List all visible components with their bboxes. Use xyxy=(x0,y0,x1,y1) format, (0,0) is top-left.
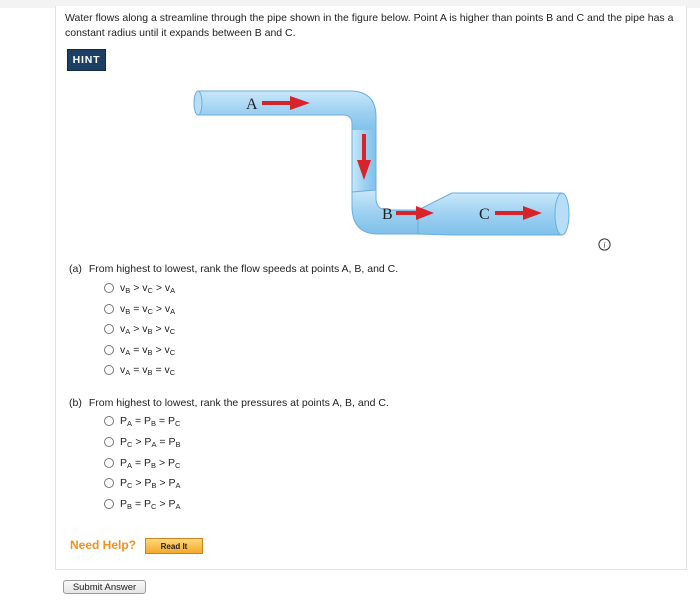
point-b-label: B xyxy=(382,206,393,223)
part-b-prompt xyxy=(69,397,389,409)
part-a-tag: (a) xyxy=(69,263,82,275)
point-a-label: A xyxy=(246,96,258,113)
part-a-text: From highest to lowest, rank the flow speeds at points A, B, and C. xyxy=(88,263,399,275)
pipe-section-c xyxy=(418,193,562,235)
radio-button[interactable] xyxy=(104,365,114,375)
part-a-option-4[interactable] xyxy=(104,342,175,358)
point-c-label: C xyxy=(479,206,490,223)
part-a-prompt xyxy=(69,263,398,275)
radio-button[interactable] xyxy=(104,304,114,314)
part-b-tag: (b) xyxy=(69,397,82,409)
hint-button[interactable]: HINT xyxy=(67,49,106,71)
part-b-option-1[interactable] xyxy=(104,413,180,429)
part-a-option-3[interactable] xyxy=(104,321,175,337)
radio-button[interactable] xyxy=(104,416,114,426)
info-icon[interactable] xyxy=(598,238,611,251)
option-expression: $P_B = P_C > P_A$ xyxy=(120,497,181,511)
option-expression: $v_A = v_B = v_C$ xyxy=(120,363,176,377)
part-b-text: From highest to lowest, rank the pressures at points A, B, and C. xyxy=(88,397,389,409)
part-b-option-3[interactable] xyxy=(104,455,180,471)
svg-text:i: i xyxy=(603,240,606,250)
option-expression: $v_A = v_B > v_C$ xyxy=(120,343,176,357)
question-text: Water flows along a streamline through the pipe shown in the figure below. Point A is higher than points B and C and the pipe has a constant radius until it expands between B and C. xyxy=(65,12,674,39)
radio-button[interactable] xyxy=(104,437,114,447)
part-b-option-2[interactable] xyxy=(104,434,180,450)
radio-button[interactable] xyxy=(104,499,114,509)
read-it-button[interactable]: Read It xyxy=(145,538,203,554)
pipe-figure xyxy=(190,84,570,244)
radio-button[interactable] xyxy=(104,283,114,293)
part-a-option-5[interactable] xyxy=(104,362,175,378)
option-expression: $v_B = v_C > v_A$ xyxy=(120,302,176,316)
submit-answer-button[interactable]: Submit Answer xyxy=(63,580,146,594)
pipe-end-left xyxy=(194,91,202,115)
radio-button[interactable] xyxy=(104,324,114,334)
radio-button[interactable] xyxy=(104,478,114,488)
radio-button[interactable] xyxy=(104,345,114,355)
need-help-label: Need Help? xyxy=(70,538,137,552)
part-b-option-4[interactable] xyxy=(104,475,180,491)
option-expression: $P_A = P_B = P_C$ xyxy=(120,414,181,428)
radio-button[interactable] xyxy=(104,458,114,468)
option-expression: $P_C > P_B > P_A$ xyxy=(120,476,181,490)
pipe-end-right xyxy=(555,193,569,235)
option-expression: $P_C > P_A = P_B$ xyxy=(120,435,181,449)
part-b-option-5[interactable] xyxy=(104,496,180,512)
option-expression: $v_A > v_B > v_C$ xyxy=(120,322,176,336)
option-expression: $v_B > v_C > v_A$ xyxy=(120,281,176,295)
part-a-option-2[interactable] xyxy=(104,301,175,317)
part-a-option-1[interactable] xyxy=(104,280,175,296)
pipe-section-a xyxy=(198,91,376,132)
option-expression: $P_A = P_B > P_C$ xyxy=(120,456,181,470)
